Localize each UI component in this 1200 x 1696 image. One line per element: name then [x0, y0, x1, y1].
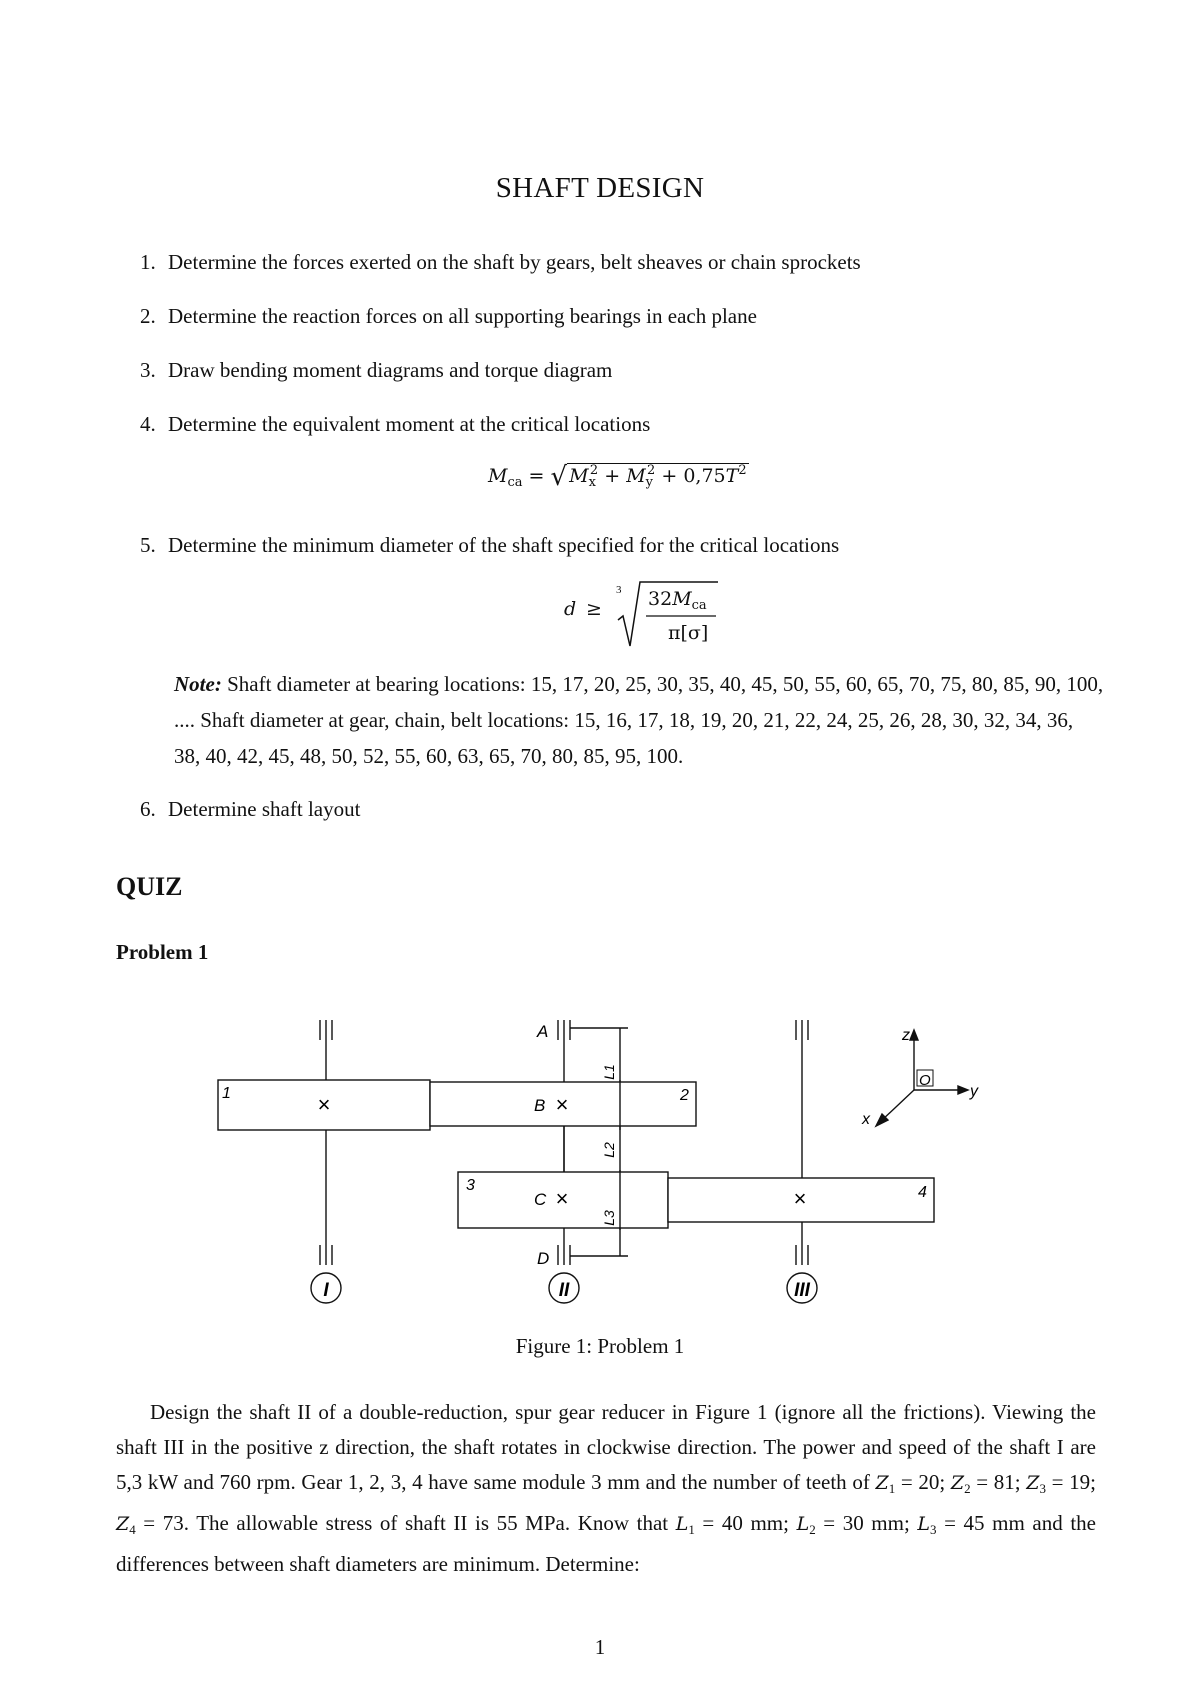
step-number: 1.: [140, 250, 156, 274]
dim-label-l2: L2: [601, 1142, 617, 1158]
shaft-label-i: I: [323, 1280, 329, 1301]
dim-label-l1: L1: [601, 1064, 617, 1080]
note-paragraph: [174, 666, 1104, 774]
page-title: SHAFT DESIGN: [495, 172, 705, 204]
step-2: [140, 302, 757, 330]
gear-label-2: 2: [680, 1087, 689, 1104]
shaft-ii: [549, 1020, 628, 1303]
page-number: 1: [594, 1635, 606, 1659]
step-text: Determine the minimum diameter of the shaft specified for the critical locations: [168, 533, 840, 557]
problem-heading: Problem 1: [116, 940, 209, 964]
step-5: [140, 531, 839, 559]
shaft-i: [311, 1020, 341, 1303]
note-text: Shaft diameter at bearing locations: 15, 17, 20, 25, 30, 35, 40, 45, 50, 55, 60, 65, 70, 75, 80, 85, 90, 100, .... Shaft diameter at gear, chain, belt locations: 15, 16, 17, 18, 19, 20, 21, 22, 24, 25, 26, 28, 30, 32, 34, 36, 38, 40, 42, 45, 48, 50, 52, 55, 60, 63, 65, 70, 80, 85, 95, 100.: [174, 672, 1104, 768]
shaft-label-iii: III: [794, 1280, 810, 1301]
axis-label-x: x: [862, 1111, 870, 1128]
step-text: Determine the equivalent moment at the critical locations: [168, 412, 651, 436]
step-number: 2.: [140, 304, 156, 328]
min-diameter-formula: d ≥ 3 $32M_{ca}$ π[σ]: [560, 580, 720, 650]
point-label-b: B: [534, 1096, 546, 1115]
point-label-a: A: [537, 1022, 549, 1041]
center-mark: ×: [555, 1092, 569, 1117]
gear-label-4: 4: [918, 1184, 927, 1201]
step-number: 4.: [140, 412, 156, 436]
step-number: 3.: [140, 358, 156, 382]
gear-reducer-diagram: [0, 1000, 1200, 1320]
step-number: 6.: [140, 797, 156, 821]
point-label-d: D: [537, 1249, 550, 1268]
step-4: [140, 410, 650, 438]
step-1: [140, 248, 861, 276]
equivalent-moment-formula: $M_{ca}$ = √ $M_x^2 + M_y^2 + 0,75T^2$: [488, 462, 747, 492]
step-text: Determine the reaction forces on all supporting bearings in each plane: [168, 304, 757, 328]
step-3: [140, 356, 612, 384]
dim-label-l3: L3: [601, 1210, 617, 1226]
step-text: Determine the forces exerted on the shaft by gears, belt sheaves or chain sprockets: [168, 250, 861, 274]
axis-label-y: y: [970, 1083, 978, 1100]
center-mark: ×: [317, 1092, 331, 1117]
step-number: 5.: [140, 533, 156, 557]
shaft-label-ii: II: [558, 1280, 570, 1301]
step-text: Determine shaft layout: [168, 797, 361, 821]
axis-label-z: z: [902, 1027, 910, 1044]
problem-statement: Design the shaft II of a double-reduction, spur gear reducer in Figure 1 (ignore all the frictions). Viewing the shaft III in the positive z direction, the shaft rotates in clockwise direction. The power and speed of the shaft I are 5,3 kW and 760 rpm. Gear 1, 2, 3, 4 have same module 3 mm and the number of teeth of $Z_1 = 20$; $Z_2 = 81$; $Z_3 = 19$; $Z_4 = 73$. The allowable stress of shaft II is 55 MPa. Know that $L_1 = 40$ mm; $L_2 = 30$ mm; $L_3 = 45$ mm and the differences between shaft diameters are minimum. Determine:: [116, 1400, 1096, 1576]
quiz-heading: QUIZ: [116, 872, 183, 901]
step-text: Draw bending moment diagrams and torque diagram: [168, 358, 613, 382]
step-6: [140, 795, 360, 823]
gear-label-1: 1: [222, 1085, 231, 1102]
axis-label-origin: O: [919, 1072, 931, 1089]
center-mark: ×: [793, 1186, 807, 1211]
note-label: Note:: [174, 672, 222, 696]
point-label-c: C: [534, 1190, 547, 1209]
shaft-iii: [787, 1020, 817, 1303]
center-mark: ×: [555, 1186, 569, 1211]
gear-label-3: 3: [466, 1177, 475, 1194]
figure-caption: Figure 1: Problem 1: [515, 1334, 685, 1358]
